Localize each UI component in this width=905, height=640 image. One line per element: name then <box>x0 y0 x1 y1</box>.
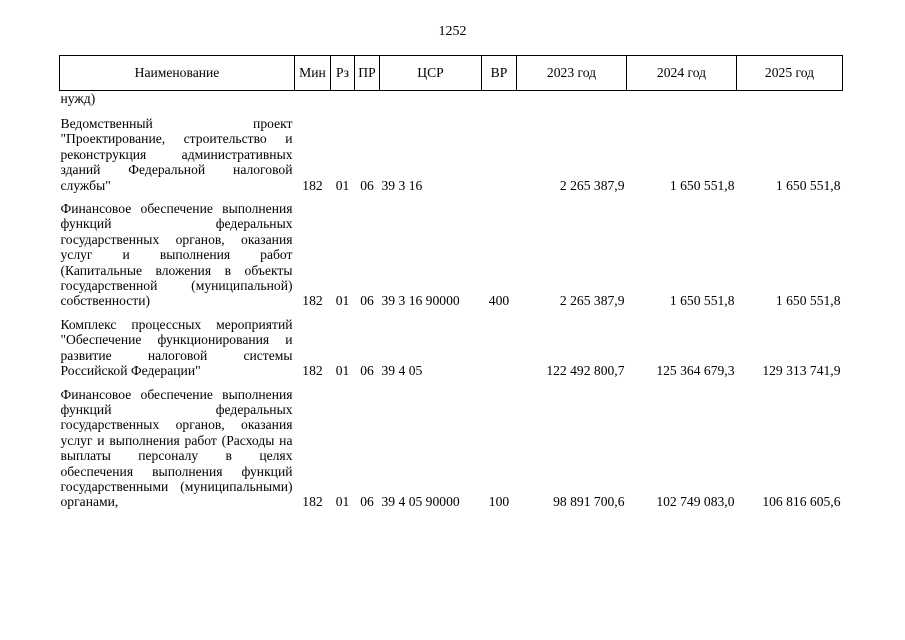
row-min: 182 <box>302 494 323 510</box>
budget-table <box>59 55 843 510</box>
header-csr: ЦСР <box>380 56 482 91</box>
row-min: 182 <box>302 293 323 309</box>
header-min: Мин <box>295 56 331 91</box>
header-2023: 2023 год <box>517 56 627 91</box>
row-name: Комплекс процессных мероприятий "Обеспечение функционирования и развитие налоговой системы Российской Федерации" <box>60 316 293 379</box>
row-min: 182 <box>302 363 323 379</box>
table-row <box>60 387 843 510</box>
row-csr: 39 4 05 <box>381 363 423 379</box>
row-vr: 100 <box>488 494 510 510</box>
row-name: Ведомственный проект "Проектирование, строительство и реконструкция административных зданий Федеральной налоговой службы" <box>60 116 293 193</box>
row-csr: 39 3 16 90000 <box>381 293 460 309</box>
row-2025: 106 816 605,6 <box>762 494 841 510</box>
row-pr: 06 <box>360 293 374 309</box>
header-name: Наименование <box>60 56 295 91</box>
header-vr: ВР <box>482 56 517 91</box>
row-name: Финансовое обеспечение выполнения функций федеральных государственных органов, оказания услуг и выполнения работ (Расходы на выплаты персоналу в целях обеспечения выполнения функций государственными (муниципальными) органами, <box>60 386 293 510</box>
row-2024: 125 364 679,3 <box>656 363 735 379</box>
row-2024: 1 650 551,8 <box>669 293 735 309</box>
row-2023: 98 891 700,6 <box>553 494 625 510</box>
row-pr: 06 <box>360 363 374 379</box>
header-rz: Рз <box>331 56 355 91</box>
row-pr: 06 <box>360 494 374 510</box>
row-vr <box>482 116 517 193</box>
row-csr: 39 3 16 <box>381 177 423 193</box>
header-2024: 2024 год <box>627 56 737 91</box>
continuation-row <box>60 91 843 109</box>
row-2024: 1 650 551,8 <box>669 177 735 193</box>
row-rz: 01 <box>335 293 350 309</box>
continuation-text: нужд) <box>60 91 96 106</box>
row-2023: 2 265 387,9 <box>559 177 625 193</box>
row-2024: 102 749 083,0 <box>656 494 735 510</box>
row-name: Финансовое обеспечение выполнения функций федеральных государственных органов, оказания услуг и выполнения работ (Капитальные вложения в объекты государственной (муниципальной) собственности) <box>60 201 293 309</box>
row-2023: 122 492 800,7 <box>546 363 625 379</box>
header-2025: 2025 год <box>737 56 843 91</box>
table-body <box>60 91 843 510</box>
row-2025: 1 650 551,8 <box>775 293 841 309</box>
table-header <box>60 56 843 91</box>
row-min: 182 <box>302 177 323 193</box>
page-number: 1252 <box>438 24 467 39</box>
row-2025: 1 650 551,8 <box>775 177 841 193</box>
row-rz: 01 <box>335 494 350 510</box>
row-pr: 06 <box>360 177 374 193</box>
row-rz: 01 <box>335 363 350 379</box>
table-row <box>60 116 843 193</box>
row-2025: 129 313 741,9 <box>762 363 841 379</box>
header-pr: ПР <box>355 56 380 91</box>
table-row <box>60 201 843 309</box>
row-csr: 39 4 05 90000 <box>381 494 460 510</box>
row-vr <box>482 317 517 379</box>
row-2023: 2 265 387,9 <box>559 293 625 309</box>
table-row <box>60 317 843 379</box>
row-vr: 400 <box>488 293 510 309</box>
row-rz: 01 <box>335 177 350 193</box>
